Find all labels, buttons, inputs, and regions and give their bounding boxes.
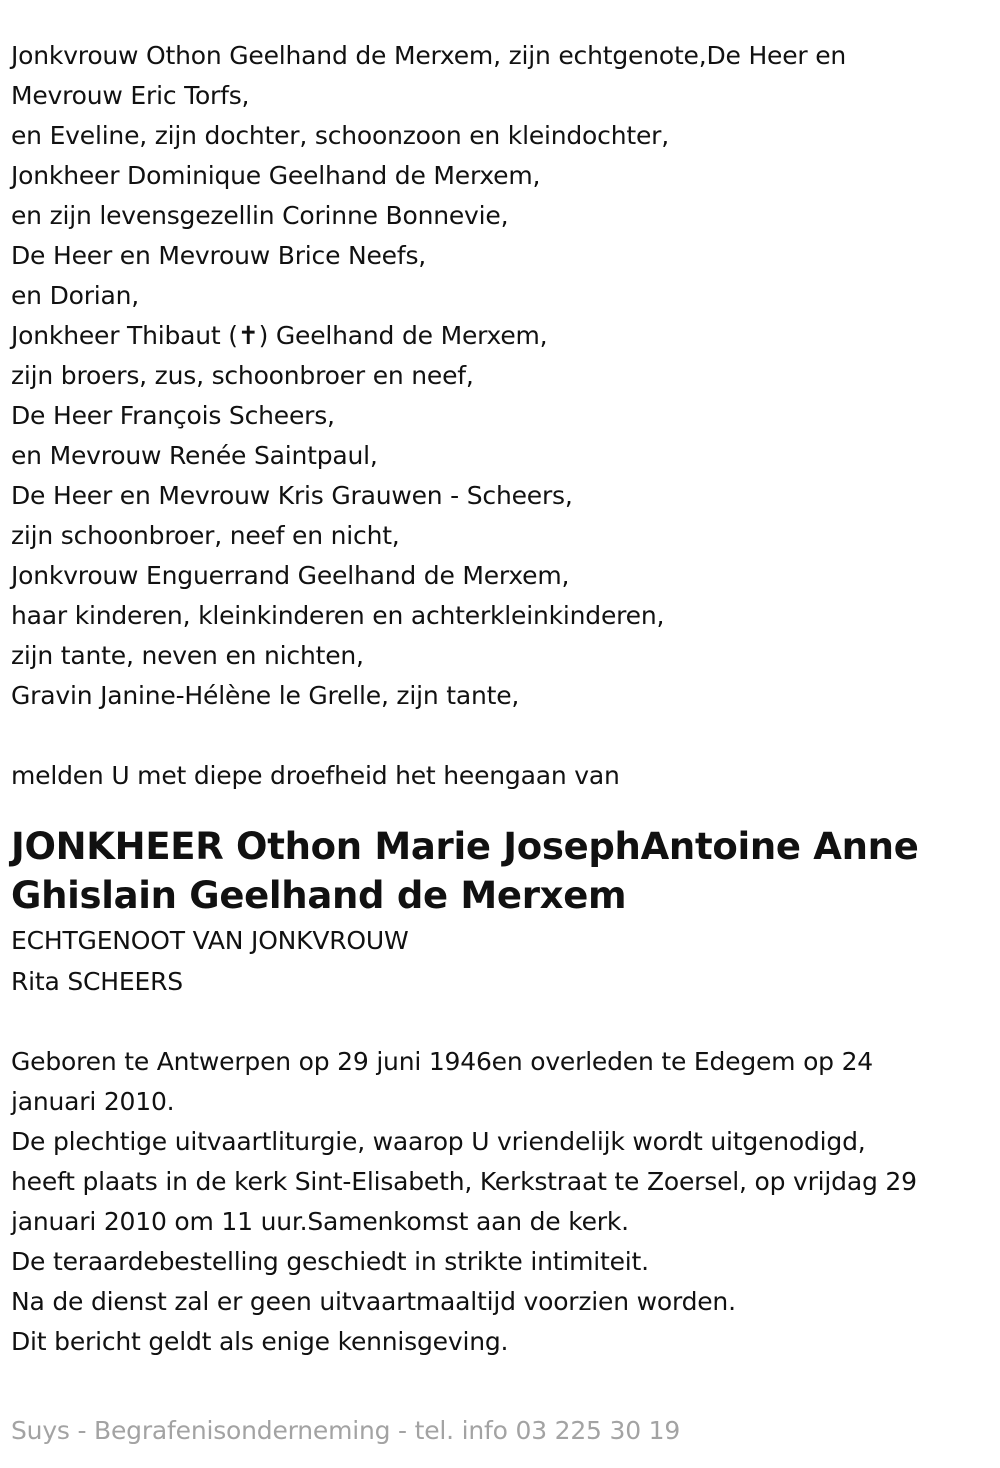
family-line: Mevrouw Eric Torfs, [11, 81, 250, 110]
family-line: Gravin Janine-Hélène le Grelle, zijn tante, [11, 681, 520, 710]
family-line: en zijn levensgezellin Corinne Bonnevie, [11, 201, 509, 230]
deceased-name-line-2: Ghislain Geelhand de Merxem [11, 874, 627, 917]
family-line: zijn schoonbroer, neef en nicht, [11, 521, 400, 550]
announcement-text: melden U met diepe droefheid het heengaan van [11, 761, 620, 790]
details-line: Na de dienst zal er geen uitvaartmaaltijd voorzien worden. [11, 1287, 736, 1316]
spouse-title: ECHTGENOOT VAN JONKVROUW [11, 926, 409, 955]
spouse-name: Rita SCHEERS [11, 967, 183, 996]
details-line: januari 2010 om 11 uur.Samenkomst aan de kerk. [11, 1207, 629, 1236]
family-line: zijn broers, zus, schoonbroer en neef, [11, 361, 474, 390]
spacer [11, 716, 991, 756]
details-block [11, 1042, 991, 1362]
family-line: en Eveline, zijn dochter, schoonzoon en kleindochter, [11, 121, 669, 150]
family-line: Jonkheer Thibaut (✝) Geelhand de Merxem, [11, 321, 548, 350]
details-line: januari 2010. [11, 1087, 175, 1116]
family-line: haar kinderen, kleinkinderen en achterkleinkinderen, [11, 601, 665, 630]
details-line: De plechtige uitvaartliturgie, waarop U vriendelijk wordt uitgenodigd, [11, 1127, 866, 1156]
details-line: heeft plaats in de kerk Sint-Elisabeth, Kerkstraat te Zoersel, op vrijdag 29 [11, 1167, 917, 1196]
deceased-block [11, 822, 991, 1002]
family-line: De Heer François Scheers, [11, 401, 335, 430]
family-line: Jonkheer Dominique Geelhand de Merxem, [11, 161, 541, 190]
family-line: zijn tante, neven en nichten, [11, 641, 364, 670]
family-list [11, 36, 991, 716]
family-line: en Mevrouw Renée Saintpaul, [11, 441, 378, 470]
family-line: Jonkvrouw Enguerrand Geelhand de Merxem, [11, 561, 570, 590]
details-line: Geboren te Antwerpen op 29 juni 1946en overleden te Edegem op 24 [11, 1047, 874, 1076]
family-line: en Dorian, [11, 281, 140, 310]
family-line: Jonkvrouw Othon Geelhand de Merxem, zijn echtgenote,De Heer en [11, 41, 847, 70]
family-line: De Heer en Mevrouw Kris Grauwen - Scheers, [11, 481, 573, 510]
details-line: Dit bericht geldt als enige kennisgeving. [11, 1327, 509, 1356]
obituary-notice [11, 36, 991, 1362]
details-line: De teraardebestelling geschiedt in strikte intimiteit. [11, 1247, 649, 1276]
family-line: De Heer en Mevrouw Brice Neefs, [11, 241, 427, 270]
deceased-name-line-1: JONKHEER Othon Marie JosephAntoine Anne [11, 825, 919, 868]
funeral-home-footer: Suys - Begrafenisonderneming - tel. info 03 225 30 19 [11, 1416, 681, 1445]
